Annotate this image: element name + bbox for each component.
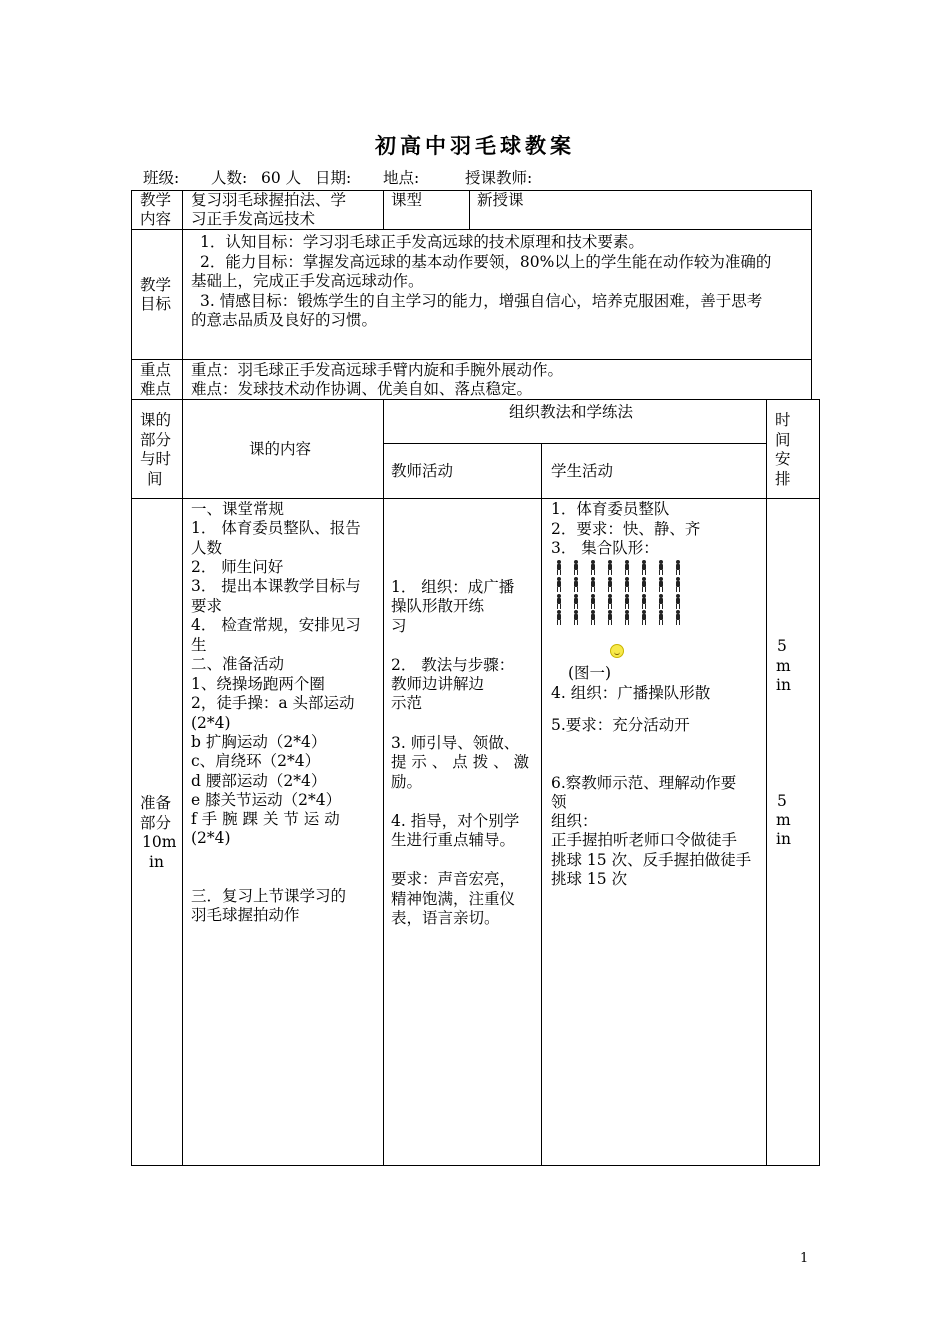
time-a-line: m — [776, 657, 791, 675]
person-icon — [555, 560, 563, 575]
content-line: 人数 — [191, 539, 223, 557]
section-name-line: in — [149, 853, 164, 871]
teacher-line: 教师边讲解边 — [391, 675, 485, 693]
goal-line: 的意志品质及良好的习惯。 — [191, 311, 378, 329]
figure-caption: (图一) — [568, 664, 612, 682]
content-label-1: 教学 — [140, 191, 172, 209]
time-header-line: 安 — [775, 450, 791, 468]
person-icon — [555, 610, 563, 625]
content-line: 生 — [191, 636, 207, 654]
person-icon — [674, 594, 682, 609]
person-icon — [589, 594, 597, 609]
teacher-line: 习 — [391, 617, 407, 635]
goal-line: 3. 情感目标：锻炼学生的自主学习的能力，增强自信心，培养克服困难，善于思考 — [200, 292, 763, 310]
content-line: 一、课堂常规 — [191, 500, 285, 518]
difficulty-point: 难点：发球技术动作协调、优美自如、落点稳定。 — [191, 380, 533, 398]
section-name-line: 10m — [142, 833, 177, 851]
time-header-line: 排 — [775, 470, 791, 488]
time-b-line: in — [776, 830, 791, 848]
content-line: 1、绕操场跑两个圈 — [191, 675, 325, 693]
lesson-type-value: 新授课 — [477, 191, 524, 209]
person-icon — [640, 610, 648, 625]
teacher-line: 要求：声音宏亮， — [391, 870, 516, 888]
content-line: 1． 体育委员整队、报告 — [191, 519, 361, 537]
person-icon — [674, 560, 682, 575]
person-icon — [623, 610, 631, 625]
section-name-line: 准备 — [140, 794, 172, 812]
student-line: 2．要求：快、静、齐 — [551, 520, 701, 538]
time-header-line: 间 — [775, 431, 791, 449]
goals-label-1: 教学 — [140, 276, 172, 294]
person-icon — [657, 560, 665, 575]
count-label: 人数: — [211, 169, 248, 187]
content-line: 3． 提出本课教学目标与 — [191, 577, 361, 595]
goal-line: 基础上，完成正手发高远球动作。 — [191, 272, 424, 290]
content-line: c、肩绕环（2*4） — [191, 752, 321, 770]
goal-line: 2．能力目标：掌握发高远球的基本动作要领，80%以上的学生能在动作较为准确的 — [200, 253, 772, 271]
content-line: (2*4) — [191, 714, 231, 732]
smiley-icon — [610, 644, 624, 658]
person-icon — [623, 594, 631, 609]
content-line: 4． 检查常规，安排见习 — [191, 616, 361, 634]
place-label: 地点: — [383, 169, 420, 187]
section-header-line: 间 — [147, 470, 163, 488]
teacher-line: 生进行重点辅导。 — [391, 831, 516, 849]
person-icon — [589, 610, 597, 625]
time-a-line: 5 — [777, 637, 787, 655]
content-label-2: 内容 — [140, 210, 172, 228]
teacher-line: 提 示 、 点 拨 、 激 — [391, 753, 530, 771]
teacher-line: 3. 师引导、领做、 — [391, 734, 520, 752]
person-icon — [589, 577, 597, 592]
page-number: 1 — [800, 1251, 809, 1266]
person-icon — [657, 594, 665, 609]
person-icon — [674, 610, 682, 625]
section-header-line: 与时 — [140, 450, 172, 468]
person-icon — [623, 577, 631, 592]
content-header: 课的内容 — [249, 440, 312, 458]
person-icon — [555, 577, 563, 592]
student-line: 5.要求：充分活动开 — [551, 716, 690, 734]
person-icon — [606, 577, 614, 592]
person-icon — [640, 594, 648, 609]
student-line: 组织： — [551, 812, 598, 830]
time-b-line: m — [776, 811, 791, 829]
person-icon — [589, 560, 597, 575]
content-line: d 腰部运动（2*4） — [191, 772, 327, 790]
person-icon — [640, 577, 648, 592]
person-icon — [640, 560, 648, 575]
goal-line: 1．认知目标：学习羽毛球正手发高远球的技术原理和技术要素。 — [200, 233, 644, 251]
student-line: 6.察教师示范、理解动作要 — [551, 774, 737, 792]
content-line: e 膝关节运动（2*4） — [191, 791, 342, 809]
time-header-line: 时 — [775, 411, 791, 429]
keypoints-label-2: 难点 — [140, 380, 172, 398]
student-line: 3． 集合队形： — [551, 539, 659, 557]
time-a-line: in — [776, 676, 791, 694]
person-icon — [572, 594, 580, 609]
content-text-1: 复习羽毛球握拍法、学 — [191, 191, 347, 209]
time-b-line: 5 — [777, 792, 787, 810]
content-line: 要求 — [191, 597, 223, 615]
student-line: 4. 组织：广播操队形散 — [551, 684, 711, 702]
person-icon — [606, 610, 614, 625]
date-label: 日期: — [315, 169, 352, 187]
content-line: 2，徒手操：a 头部运动 — [191, 694, 355, 712]
teacher-line: 励。 — [391, 773, 423, 791]
count-value: 60 人 — [261, 169, 302, 187]
key-point: 重点：羽毛球正手发高远球手臂内旋和手腕外展动作。 — [191, 361, 564, 379]
teacher-line: 表，语言亲切。 — [391, 909, 500, 927]
student-line: 挑球 15 次、反手握拍做徒手 — [551, 851, 752, 869]
student-line: 挑球 15 次 — [551, 870, 628, 888]
teacher-line: 4. 指导，对个别学 — [391, 812, 520, 830]
method-header: 组织教法和学练法 — [509, 403, 634, 421]
person-icon — [657, 577, 665, 592]
teacher-label: 授课教师: — [465, 169, 533, 187]
section-header-line: 部分 — [140, 431, 172, 449]
content-line: 羽毛球握拍动作 — [191, 906, 300, 924]
person-icon — [674, 577, 682, 592]
student-line: 正手握拍听老师口令做徒手 — [551, 831, 738, 849]
goals-label-2: 目标 — [140, 295, 172, 313]
content-line: f 手 腕 踝 关 节 运 动 — [191, 810, 340, 828]
person-icon — [555, 594, 563, 609]
content-line: b 扩胸运动（2*4） — [191, 733, 327, 751]
teacher-line: 精神饱满，注重仪 — [391, 890, 516, 908]
content-text-2: 习正手发高远技术 — [191, 210, 316, 228]
section-name-line: 部分 — [140, 814, 172, 832]
teacher-line: 1． 组织：成广播 — [391, 578, 515, 596]
person-icon — [623, 560, 631, 575]
lesson-type-label: 课型 — [391, 191, 423, 209]
person-icon — [572, 577, 580, 592]
content-line: 三．复习上节课学习的 — [191, 887, 347, 905]
person-icon — [606, 594, 614, 609]
person-icon — [606, 560, 614, 575]
keypoints-label-1: 重点 — [140, 361, 172, 379]
class-label: 班级: — [143, 169, 180, 187]
student-activity-header: 学生活动 — [551, 462, 614, 480]
teacher-line: 示范 — [391, 694, 423, 712]
section-header-line: 课的 — [140, 411, 172, 429]
teacher-activity-header: 教师活动 — [391, 462, 454, 480]
person-icon — [572, 560, 580, 575]
content-line: 二、准备活动 — [191, 655, 285, 673]
student-line: 1．体育委员整队 — [551, 500, 670, 518]
student-line: 领 — [551, 793, 567, 811]
teacher-line: 2． 教法与步骤： — [391, 656, 515, 674]
person-icon — [657, 610, 665, 625]
content-line: 2． 师生问好 — [191, 558, 284, 576]
person-icon — [572, 610, 580, 625]
document-title: 初高中羽毛球教案 — [375, 133, 575, 158]
teacher-line: 操队形散开练 — [391, 597, 485, 615]
content-line: (2*4) — [191, 829, 231, 847]
